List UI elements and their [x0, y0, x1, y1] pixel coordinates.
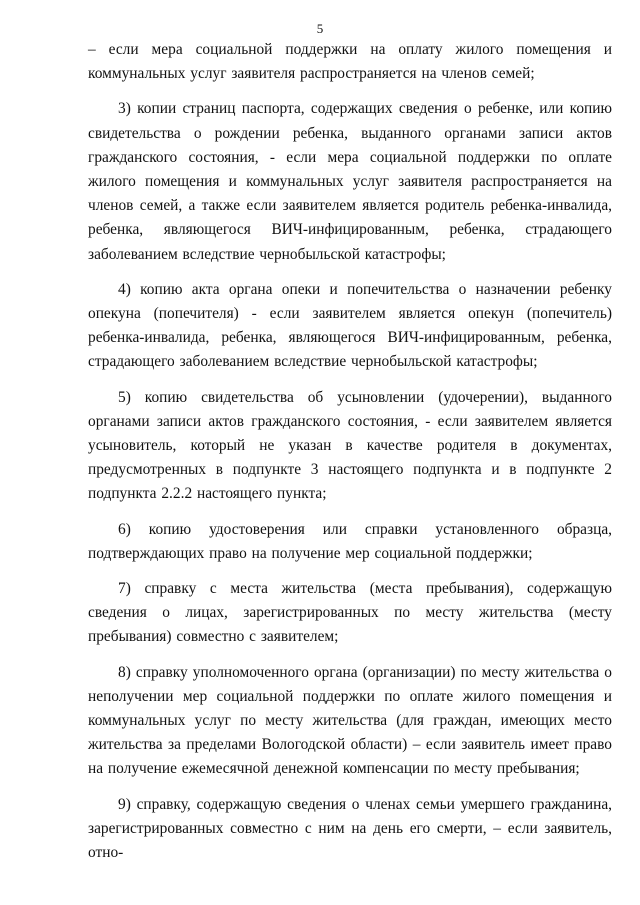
paragraph-item-4: 4) копию акта органа опеки и попечительства о назначении ребенку опекуна (попечителя) - если заявителем является опекун (попечитель) ребенка-инвалида, ребенка, являющегося ВИЧ-инфицированным, ребенка, страдающего заболеванием вследствие чернобыльской катастрофы;: [88, 280, 612, 371]
paragraph-item-5: 5) копию свидетельства об усыновлении (удочерении), выданного органами записи актов гражданского состояния, - если заявителем является усыновитель, который не указан в качестве родителя в документах, предусмотренных в подпункте 3 настоящего подпункта и в подпункте 2 подпункта 2.2.2 настоящего пункта;: [88, 388, 612, 503]
paragraph-item-8: 8) справку уполномоченного органа (организации) по месту жительства о неполучении мер социальной поддержки по оплате жилого помещения и коммунальных услуг по месту жительства (для граждан, имеющих место жительства за пределами Вологодской области) – если заявитель имеет право на получение ежемесячной денежной компенсации по месту пребывания;: [88, 663, 612, 778]
document-body: [88, 38, 612, 876]
paragraph-continuation: – если мера социальной поддержки на оплату жилого помещения и коммунальных услуг заявителя распространяется на членов семей;: [88, 41, 612, 83]
paragraph-item-6: 6) копию удостоверения или справки установленного образца, подтверждающих право на получение мер социальной поддержки;: [88, 520, 612, 562]
page-number: 5: [316, 21, 324, 36]
paragraph-item-9: 9) справку, содержащую сведения о членах семьи умершего гражданина, зарегистрированных совместно с ним на день его смерти, – если заявитель, отно-: [88, 795, 612, 862]
paragraph-item-3: 3) копии страниц паспорта, содержащих сведения о ребенке, или копию свидетельства о рождении ребенка, выданного органами записи актов гражданского состояния, - если мера социальной поддержки по оплате жилого помещения и коммунальных услуг заявителя распространяется на членов семей, а также если заявителем является родитель ребенка-инвалида, ребенка, являющегося ВИЧ-инфицированным, ребенка, страдающего заболеванием вследствие чернобыльской катастрофы;: [88, 100, 612, 263]
paragraph-item-7: 7) справку с места жительства (места пребывания), содержащую сведения о лицах, зарегистрированных по месту жительства (месту пребывания) совместно с заявителем;: [88, 580, 612, 646]
